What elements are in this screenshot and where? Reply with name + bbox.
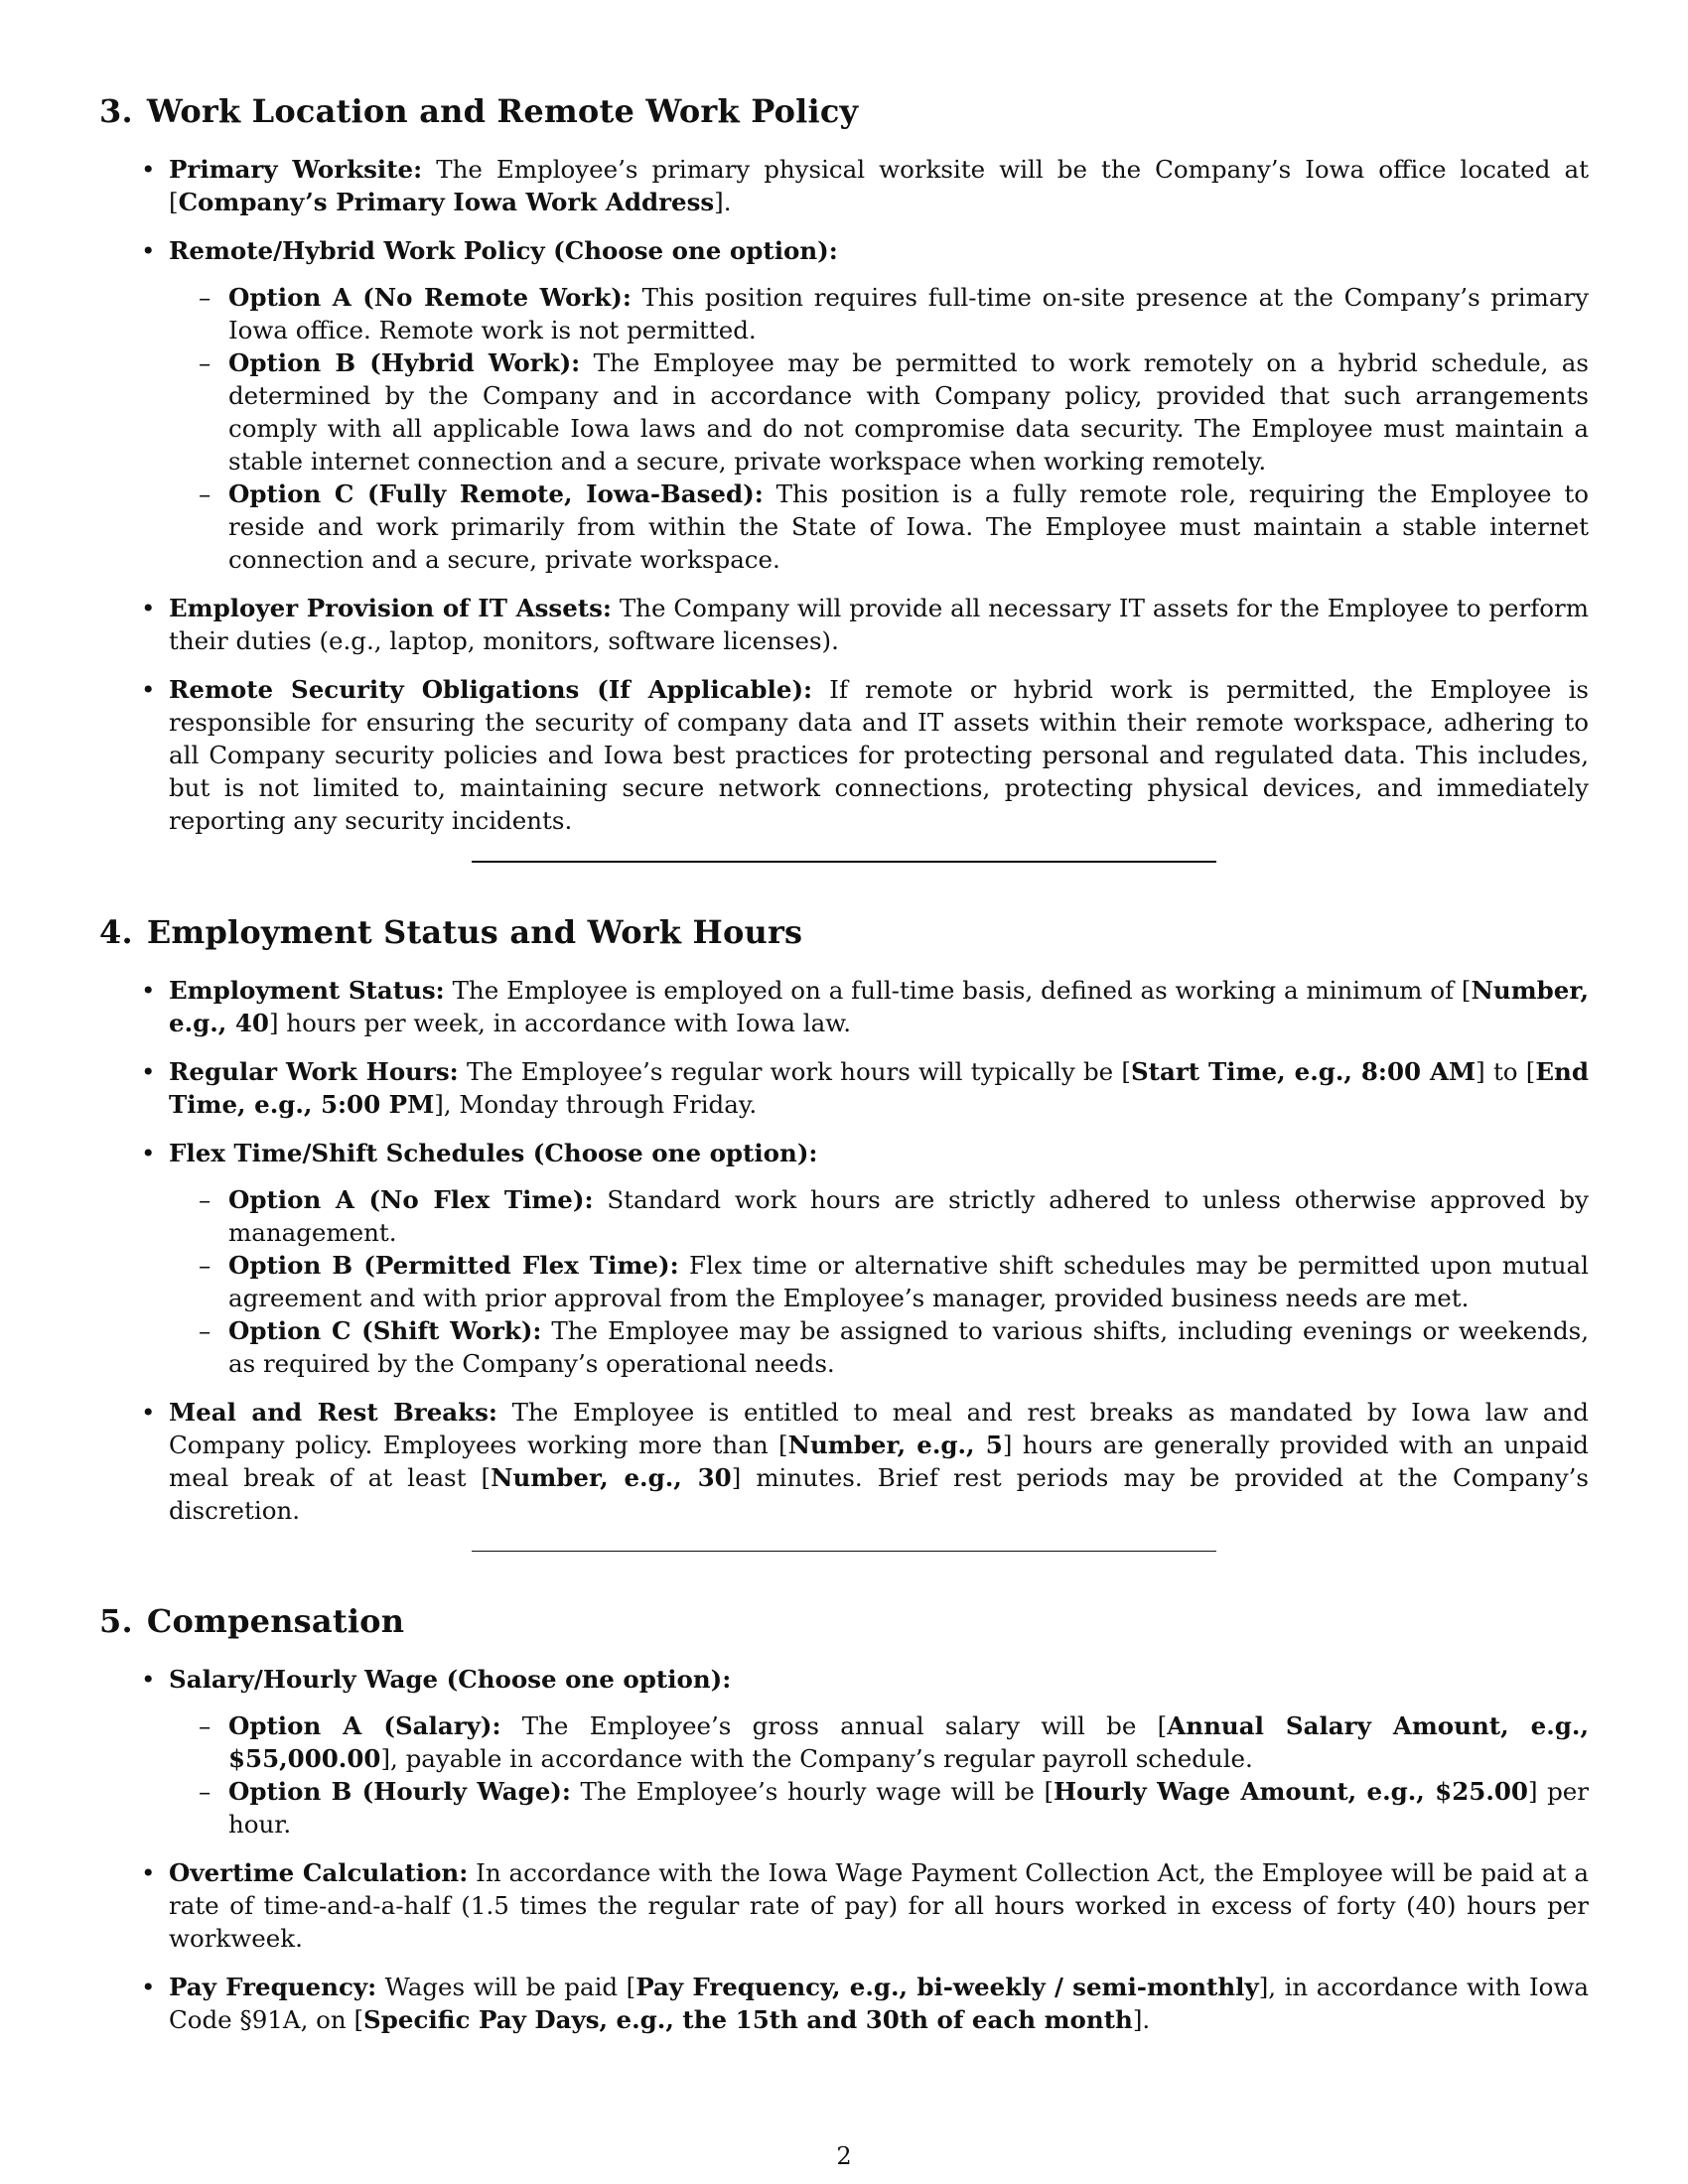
option-list [169, 1183, 1589, 1380]
section-3-list [99, 153, 1589, 837]
placeholder: Start Time, e.g., 8:00 AM [1130, 1057, 1477, 1086]
list-item-primary-worksite: • Primary Worksite: The Employee’s primary physical worksite will be the Company’s Iowa office located at [Company’s Primary Iowa Work Address]. [169, 153, 1589, 218]
list-item-work-hours: • Regular Work Hours: The Employee’s regular work hours will typically be [Start Time, e.g., 8:00 AM] to [End Time, e.g., 5:00 PM], Monday through Friday. [169, 1055, 1589, 1121]
option-item: – Option B (Hourly Wage): The Employee’s hourly wage will be [Hourly Wage Amount, e.g., $25.00] per hour. [228, 1775, 1589, 1841]
list-item-flex-time: • Flex Time/Shift Schedules (Choose one option): – Option A (No Flex Time): Standard work hours are strictly adhered to unless otherwise approved by management. – Option B (Permitted Flex Time): Flex time or alternative shift schedules may be permitted upon mutual agreement and with prior approval from the Employee’s manager, provided business needs are met. – Option C (Shift Work): The Employee may be assigned to various shifts, including evenings or weekends, as required by the Company’s operational needs. [169, 1137, 1589, 1380]
placeholder: Number, e.g., 5 [787, 1431, 1003, 1459]
section-title: Employment Status and Work Hours [146, 913, 803, 951]
list-item-overtime: • Overtime Calculation: In accordance with the Iowa Wage Payment Collection Act, the Employee will be paid at a rate of time-and-a-half (1.5 times the regular rate of pay) for all hours worked in excess of forty (40) hours per workweek. [169, 1856, 1589, 1955]
option-item: – Option B (Hybrid Work): The Employee may be permitted to work remotely on a hybrid schedule, as determined by the Company and in accordance with Company policy, provided that such arrangements comply with all applicable Iowa laws and do not compromise data security. The Employee must maintain a stable internet connection and a secure, private workspace when working remotely. [228, 346, 1589, 478]
section-divider [472, 861, 1216, 863]
placeholder: Number, e.g., 30 [491, 1463, 732, 1492]
option-item: – Option C (Fully Remote, Iowa-Based): This position is a fully remote role, requiring the Employee to reside and work primarily from within the State of Iowa. The Employee must maintain a stable internet connection and a secure, private workspace. [228, 478, 1589, 576]
section-3-heading [99, 91, 1589, 131]
placeholder: End Time, e.g., 5:00 PM [169, 1057, 1589, 1119]
document-page [99, 91, 1589, 2052]
list-item-remote-policy: • Remote/Hybrid Work Policy (Choose one option): – Option A (No Remote Work): This position requires full-time on-site presence at the Company’s primary Iowa office. Remote work is not permitted. – Option B (Hybrid Work): The Employee may be permitted to work remotely on a hybrid schedule, as determined by the Company and in accordance with Company policy, provided that such arrangements comply with all applicable Iowa laws and do not compromise data security. The Employee must maintain a stable internet connection and a secure, private workspace when working remotely. – Option C (Fully Remote, Iowa-Based): This position is a fully remote role, requiring the Employee to reside and work primarily from within the State of Iowa. The Employee must maintain a stable internet connection and a secure, private workspace. [169, 234, 1589, 576]
option-item: – Option B (Permitted Flex Time): Flex time or alternative shift schedules may be permitted upon mutual agreement and with prior approval from the Employee’s manager, provided business needs are met. [228, 1249, 1589, 1314]
placeholder: Specific Pay Days, e.g., the 15th and 30th of each month [363, 2005, 1133, 2034]
section-number: 5. [99, 1602, 133, 1640]
list-item-remote-security: • Remote Security Obligations (If Applicable): If remote or hybrid work is permitted, the Employee is responsible for ensuring the security of company data and IT assets within their remote workspace, adhering to all Company security policies and Iowa best practices for protecting personal and regulated data. This includes, but is not limited to, maintaining secure network connections, protecting physical devices, and immediately reporting any security incidents. [169, 673, 1589, 837]
section-4-list [99, 974, 1589, 1527]
section-divider [472, 1551, 1216, 1552]
section-4-heading [99, 912, 1589, 952]
list-item-pay-frequency: • Pay Frequency: Wages will be paid [Pay Frequency, e.g., bi-weekly / semi-monthly], in accordance with Iowa Code §91A, on [Specific Pay Days, e.g., the 15th and 30th of each month]. [169, 1971, 1589, 2036]
list-item-employment-status: • Employment Status: The Employee is employed on a full-time basis, defined as working a minimum of [Number, e.g., 40] hours per week, in accordance with Iowa law. [169, 974, 1589, 1039]
placeholder: Pay Frequency, e.g., bi-weekly / semi-monthly [635, 1973, 1259, 2001]
section-title: Work Location and Remote Work Policy [146, 92, 859, 130]
option-list [169, 281, 1589, 576]
section-number: 3. [99, 92, 133, 130]
section-number: 4. [99, 913, 133, 951]
option-item: – Option A (No Remote Work): This position requires full-time on-site presence at the Company’s primary Iowa office. Remote work is not permitted. [228, 281, 1589, 346]
section-5-list [99, 1663, 1589, 2036]
placeholder: Number, e.g., 40 [169, 976, 1589, 1037]
section-title: Compensation [146, 1602, 405, 1640]
section-5-heading [99, 1601, 1589, 1641]
option-item: – Option A (Salary): The Employee’s gross annual salary will be [Annual Salary Amount, e.g., $55,000.00], payable in accordance with the Company’s regular payroll schedule. [228, 1709, 1589, 1775]
page-number: 2 [836, 2142, 852, 2170]
placeholder: Hourly Wage Amount, e.g., $25.00 [1054, 1777, 1528, 1806]
list-item-salary-wage: • Salary/Hourly Wage (Choose one option): – Option A (Salary): The Employee’s gross annual salary will be [Annual Salary Amount, e.g., $55,000.00], payable in accordance with the Company’s regular payroll schedule. – Option B (Hourly Wage): The Employee’s hourly wage will be [Hourly Wage Amount, e.g., $25.00] per hour. [169, 1663, 1589, 1841]
list-item-it-assets: • Employer Provision of IT Assets: The Company will provide all necessary IT assets for the Employee to perform their duties (e.g., laptop, monitors, software licenses). [169, 592, 1589, 657]
list-item-meal-breaks: • Meal and Rest Breaks: The Employee is entitled to meal and rest breaks as mandated by Iowa law and Company policy. Employees working more than [Number, e.g., 5] hours are generally provided with an unpaid meal break of at least [Number, e.g., 30] minutes. Brief rest periods may be provided at the Company’s discretion. [169, 1396, 1589, 1527]
placeholder: Annual Salary Amount, e.g., $55,000.00 [228, 1711, 1589, 1773]
option-list [169, 1709, 1589, 1841]
option-item: – Option A (No Flex Time): Standard work hours are strictly adhered to unless otherwise approved by management. [228, 1183, 1589, 1249]
placeholder: Company’s Primary Iowa Work Address [178, 188, 715, 216]
option-item: – Option C (Shift Work): The Employee may be assigned to various shifts, including evenings or weekends, as required by the Company’s operational needs. [228, 1314, 1589, 1380]
